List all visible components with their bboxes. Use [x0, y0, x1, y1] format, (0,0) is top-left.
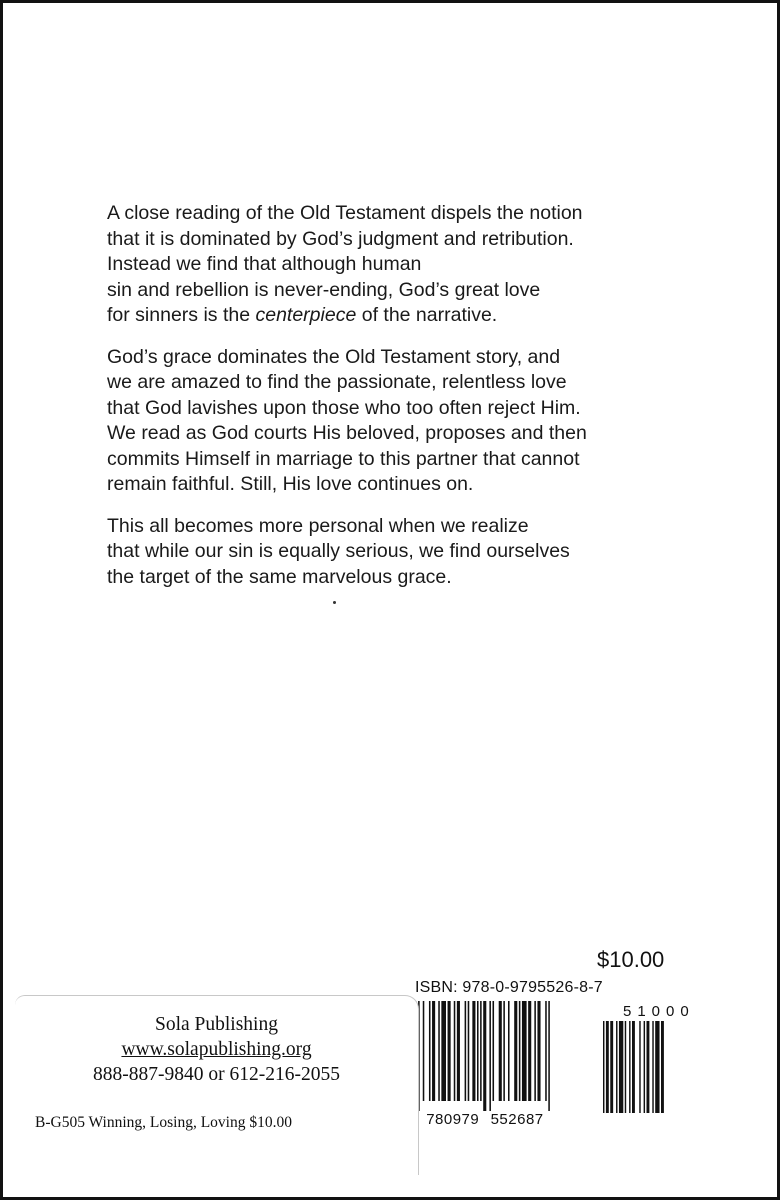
- blurb-text: of the narrative.: [356, 304, 498, 326]
- barcode-bar: [537, 1001, 540, 1101]
- blurb-paragraph-3: [107, 514, 687, 591]
- barcode-digits-left: 780979: [426, 1111, 480, 1128]
- blurb-line: that it is dominated by God’s judgment and retribution.: [107, 227, 574, 250]
- barcode-bar: [625, 1021, 626, 1113]
- barcode-bar: [480, 1001, 482, 1101]
- barcode-bar: [468, 1001, 470, 1101]
- barcode-bar: [477, 1001, 479, 1101]
- price-label: $10.00: [597, 947, 665, 972]
- blurb-line: Instead we find that although human: [107, 253, 422, 275]
- barcode-bar: [514, 1001, 517, 1101]
- blurb-line: remain faithful. Still, His love continues on.: [107, 473, 474, 495]
- barcode-bar: [432, 1001, 435, 1101]
- blurb-line: A close reading of the Old Testament dispels the notion: [107, 202, 583, 224]
- barcode-bar: [548, 1001, 550, 1111]
- barcode-bar: [610, 1021, 613, 1113]
- barcode-bar: [606, 1021, 609, 1113]
- barcode-bar: [534, 1001, 536, 1101]
- price-addon-barcode: [603, 1021, 673, 1119]
- barcode-bar: [499, 1001, 502, 1101]
- barcode-bar: [632, 1021, 635, 1113]
- barcode-bar: [619, 1021, 623, 1113]
- publisher-sticker: [15, 995, 419, 1175]
- barcode-bar: [522, 1001, 527, 1101]
- barcode-bar: [503, 1001, 505, 1101]
- barcode-bar: [545, 1001, 547, 1101]
- isbn-barcode: [415, 1001, 593, 1119]
- barcode-bar: [489, 1001, 491, 1111]
- blurb-line: God’s grace dominates the Old Testament story, and: [107, 345, 561, 368]
- barcode-bar: [465, 1001, 467, 1101]
- publisher-phone: 888-887-9840 or 612-216-2055: [93, 1064, 340, 1085]
- print-speck: [333, 601, 336, 604]
- blurb-line: [107, 303, 687, 329]
- barcode-bar: [454, 1001, 456, 1101]
- blurb-line: we are amazed to find the passionate, relentless love: [107, 371, 567, 393]
- barcode-bar: [429, 1001, 431, 1101]
- barcode-bar: [441, 1001, 446, 1101]
- barcode-digits: [405, 1111, 545, 1128]
- barcode-bar: [423, 1001, 425, 1101]
- blurb-paragraph-2: [107, 345, 687, 498]
- barcode-bar: [616, 1021, 617, 1113]
- publisher-name: Sola Publishing: [155, 1014, 278, 1035]
- blurb-line: sin and rebellion is never-ending, God’s great love: [107, 278, 541, 301]
- barcode-bar: [519, 1001, 521, 1101]
- blurb-text: for sinners is the: [107, 304, 256, 326]
- barcode-bar: [603, 1021, 604, 1113]
- barcode-bar: [647, 1021, 650, 1113]
- barcode-bar: [528, 1001, 531, 1101]
- addon-digits: 51000: [623, 1003, 695, 1020]
- back-cover-blurb: [107, 201, 687, 606]
- barcode-digits-right: 552687: [490, 1111, 544, 1128]
- blurb-line: This all becomes more personal when we realize: [107, 514, 529, 537]
- blurb-line: We read as God courts His beloved, proposes and then: [107, 422, 587, 444]
- barcode-bar: [639, 1021, 640, 1113]
- blurb-line: that God lavishes upon those who too often reject Him.: [107, 396, 581, 419]
- barcode-bar: [493, 1001, 495, 1101]
- isbn-label: ISBN: 978-0-9795526-8-7: [415, 979, 603, 996]
- blurb-line: the target of the same marvelous grace.: [107, 565, 452, 588]
- blurb-line: commits Himself in marriage to this partner that cannot: [107, 447, 580, 470]
- blurb-line: that while our sin is equally serious, we find ourselves: [107, 540, 570, 562]
- barcode-bar: [508, 1001, 510, 1101]
- blurb-paragraph-1: [107, 201, 687, 329]
- barcode-bar: [652, 1021, 653, 1113]
- barcode-bar: [472, 1001, 475, 1101]
- publisher-website-link[interactable]: www.solapublishing.org: [121, 1039, 312, 1060]
- barcode-bar: [655, 1021, 659, 1113]
- barcode-bar: [661, 1021, 664, 1113]
- barcode-bar: [438, 1001, 440, 1101]
- blurb-emphasis: centerpiece: [255, 304, 357, 326]
- barcode-bar: [629, 1021, 630, 1113]
- item-code-line: B-G505 Winning, Losing, Loving $10.00: [35, 1114, 292, 1131]
- barcode-bar: [448, 1001, 451, 1101]
- barcode-bar: [457, 1001, 460, 1101]
- barcode-bar: [483, 1001, 486, 1111]
- barcode-bar: [644, 1021, 645, 1113]
